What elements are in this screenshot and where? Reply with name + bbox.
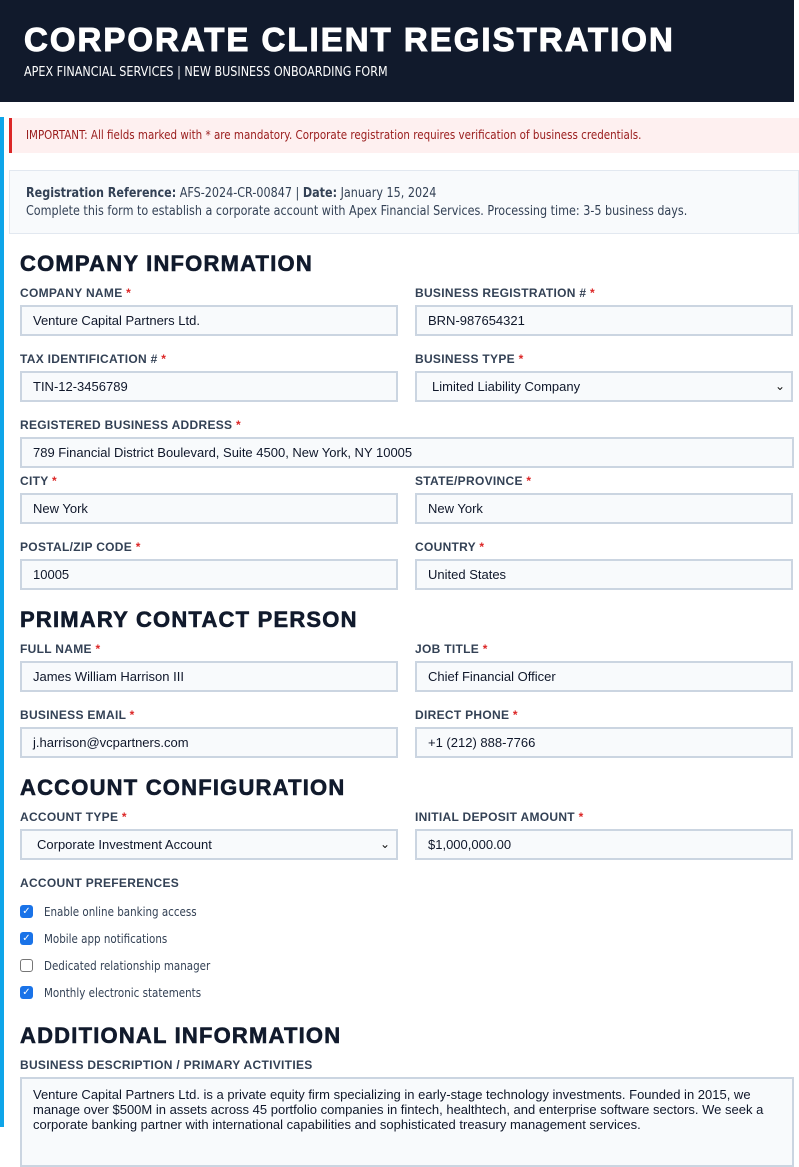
pref-label: Enable online banking access xyxy=(44,904,197,919)
chevron-down-icon: ⌄ xyxy=(774,379,785,393)
address-input[interactable]: 789 Financial District Boulevard, Suite 4500, New York, NY 10005 xyxy=(20,437,794,468)
section-title-company: COMPANY INFORMATION xyxy=(20,251,313,276)
business-type-value: Limited Liability Company xyxy=(432,379,581,394)
pref-relationship-manager[interactable] xyxy=(20,952,794,979)
page-title: CORPORATE CLIENT REGISTRATION xyxy=(24,21,675,58)
alert-text: IMPORTANT: All fields marked with * are mandatory. Corporate registration requires verification of business credentials. xyxy=(26,128,642,142)
full-name-input[interactable]: James William Harrison III xyxy=(20,661,398,692)
city-label: CITY * xyxy=(20,474,57,488)
job-title-label: JOB TITLE * xyxy=(415,642,488,656)
pref-mobile-notifications[interactable] xyxy=(20,925,794,952)
postal-label: POSTAL/ZIP CODE * xyxy=(20,540,141,554)
deposit-label: INITIAL DEPOSIT AMOUNT * xyxy=(415,810,584,824)
business-type-select[interactable] xyxy=(415,371,793,402)
pref-online-banking[interactable] xyxy=(20,898,794,925)
section-title-contact: PRIMARY CONTACT PERSON xyxy=(20,607,358,632)
account-type-label: ACCOUNT TYPE * xyxy=(20,810,127,824)
registration-reference xyxy=(26,185,676,203)
email-input[interactable]: j.harrison@vcpartners.com xyxy=(20,727,398,758)
email-label: BUSINESS EMAIL * xyxy=(20,708,135,722)
description-textarea[interactable]: Venture Capital Partners Ltd. is a private equity firm specializing in early-stage technology investments. Founded in 2015, we manage over $500M in assets across 45 portfolio companies in fintech, healthtech, and enterprise software sectors. We seek a corporate banking partner with international capabilities and sophisticated treasury management services. xyxy=(20,1077,794,1167)
state-input[interactable]: New York xyxy=(415,493,793,524)
checkbox-checked[interactable]: ✓ xyxy=(20,932,33,945)
info-description: Complete this form to establish a corporate account with Apex Financial Services. Processing time: 3-5 business days. xyxy=(26,204,688,219)
date-label: Date: xyxy=(302,186,338,201)
mandatory-alert xyxy=(9,118,799,153)
state-label: STATE/PROVINCE * xyxy=(415,474,532,488)
full-name-label: FULL NAME * xyxy=(20,642,101,656)
registration-info xyxy=(9,170,799,234)
checkbox-unchecked[interactable] xyxy=(20,959,33,972)
phone-label: DIRECT PHONE * xyxy=(415,708,518,722)
description-label: BUSINESS DESCRIPTION / PRIMARY ACTIVITIES xyxy=(20,1058,313,1072)
accent-bar xyxy=(0,117,4,1127)
postal-input[interactable]: 10005 xyxy=(20,559,398,590)
job-title-input[interactable]: Chief Financial Officer xyxy=(415,661,793,692)
ref-value: AFS-2024-CR-00847 | xyxy=(176,186,303,201)
section-title-additional: ADDITIONAL INFORMATION xyxy=(20,1023,342,1048)
tin-input[interactable]: TIN-12-3456789 xyxy=(20,371,398,402)
company-name-label: COMPANY NAME * xyxy=(20,286,132,300)
page-header xyxy=(0,0,794,102)
brn-input[interactable]: BRN-987654321 xyxy=(415,305,793,336)
business-type-label: BUSINESS TYPE * xyxy=(415,352,524,366)
checkbox-checked[interactable]: ✓ xyxy=(20,905,33,918)
section-title-account: ACCOUNT CONFIGURATION xyxy=(20,775,346,800)
registration-form xyxy=(20,250,794,1167)
chevron-down-icon: ⌄ xyxy=(379,837,390,851)
pref-label: Dedicated relationship manager xyxy=(44,958,211,973)
pref-electronic-statements[interactable] xyxy=(20,979,794,1006)
city-input[interactable]: New York xyxy=(20,493,398,524)
account-type-value: Corporate Investment Account xyxy=(37,837,212,852)
brn-label: BUSINESS REGISTRATION # * xyxy=(415,286,595,300)
checkbox-checked[interactable]: ✓ xyxy=(20,986,33,999)
address-label: REGISTERED BUSINESS ADDRESS * xyxy=(20,418,241,432)
pref-label: Mobile app notifications xyxy=(44,931,168,946)
preferences-label: ACCOUNT PREFERENCES xyxy=(20,876,180,890)
deposit-input[interactable]: $1,000,000.00 xyxy=(415,829,793,860)
phone-input[interactable]: +1 (212) 888-7766 xyxy=(415,727,793,758)
account-type-select[interactable] xyxy=(20,829,398,860)
date-value: January 15, 2024 xyxy=(337,186,437,201)
tin-label: TAX IDENTIFICATION # * xyxy=(20,352,167,366)
ref-label: Registration Reference: xyxy=(26,186,177,201)
page-subtitle: APEX FINANCIAL SERVICES | NEW BUSINESS ONBOARDING FORM xyxy=(24,65,388,80)
preferences-list xyxy=(20,898,794,1006)
company-name-input[interactable]: Venture Capital Partners Ltd. xyxy=(20,305,398,336)
country-label: COUNTRY * xyxy=(415,540,485,554)
pref-label: Monthly electronic statements xyxy=(44,985,202,1000)
country-input[interactable]: United States xyxy=(415,559,793,590)
